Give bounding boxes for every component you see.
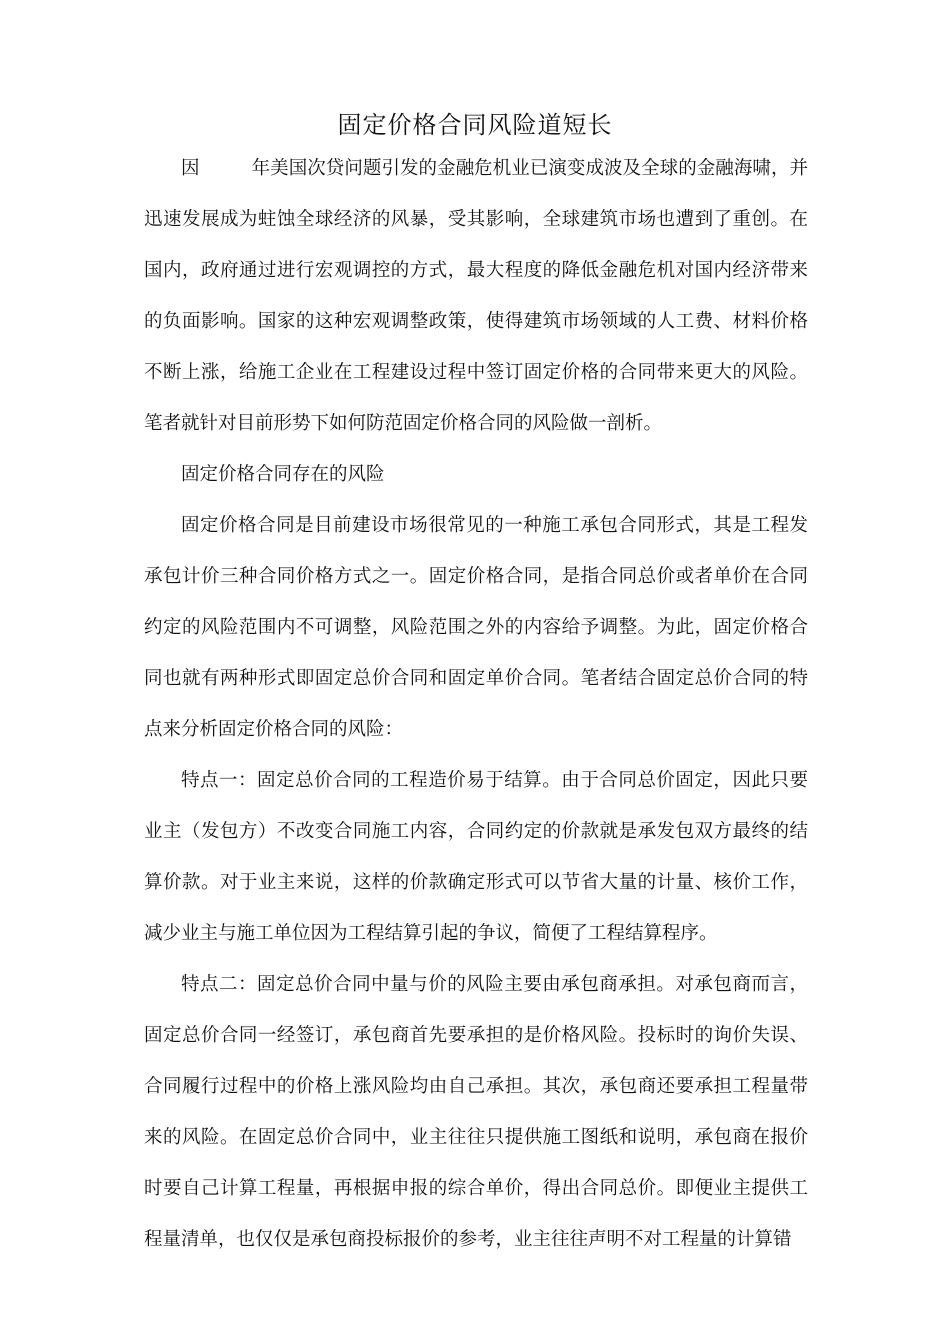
body-paragraph-1: 固定价格合同是目前建设市场很常见的一种施工承包合同形式，其是工程发承包计价三种合同价格方式之一。固定价格合同，是指合同总价或者单价在合同约定的风险范围内不可调整，风险范围之外的内容给予调整。为此，固定价格合同也就有两种形式即固定总价合同和固定单价合同。笔者结合固定总价合同的特点来分析固定价格合同的风险：: [144, 515, 808, 740]
body-paragraph-3: 特点二：固定总价合同中量与价的风险主要由承包商承担。对承包商而言，固定总价合同一经签订，承包商首先要承担的是价格风险。投标时的询价失误、合同履行过程中的价格上涨风险均由自己承担。其次，承包商还要承担工程量带来的风险。在固定总价合同中，业主往往只提供施工图纸和说明，承包商在报价时要自己计算工程量，再根据申报的综合单价，得出合同总价。即便业主提供工程量清单，也仅仅是承包商投标报价的参考，业主往往声明不对工程量的计算错: [144, 974, 808, 1250]
intro-paragraph: [144, 143, 808, 449]
body-paragraph-2: 特点一：固定总价合同的工程造价易于结算。由于合同总价固定，因此只要业主（发包方）不改变合同施工内容，合同约定的价款就是承发包双方最终的结算价款。对于业主来说，这样的价款确定形式可以节省大量的计量、核价工作，减少业主与施工单位因为工程结算引起的争议，简便了工程结算程序。: [144, 770, 808, 944]
document-body: [144, 143, 808, 1265]
intro-first-word: 因: [181, 158, 200, 179]
section-heading: 固定价格合同存在的风险: [181, 464, 385, 485]
intro-text: 年美国次贷问题引发的金融危机业已演变成波及全球的金融海啸，并迅速发展成为蛀蚀全球经济的风暴，受其影响，全球建筑市场也遭到了重创。在国内，政府通过进行宏观调控的方式，最大程度的降低金融危机对国内经济带来的负面影响。国家的这种宏观调整政策，使得建筑市场领域的人工费、材料价格不断上涨，给施工企业在工程建设过程中签订固定价格的合同带来更大的风险。笔者就针对目前形势下如何防范固定价格合同的风险做一剖析。: [144, 158, 808, 434]
document-title: 固定价格合同风险道短长: [337, 111, 613, 139]
